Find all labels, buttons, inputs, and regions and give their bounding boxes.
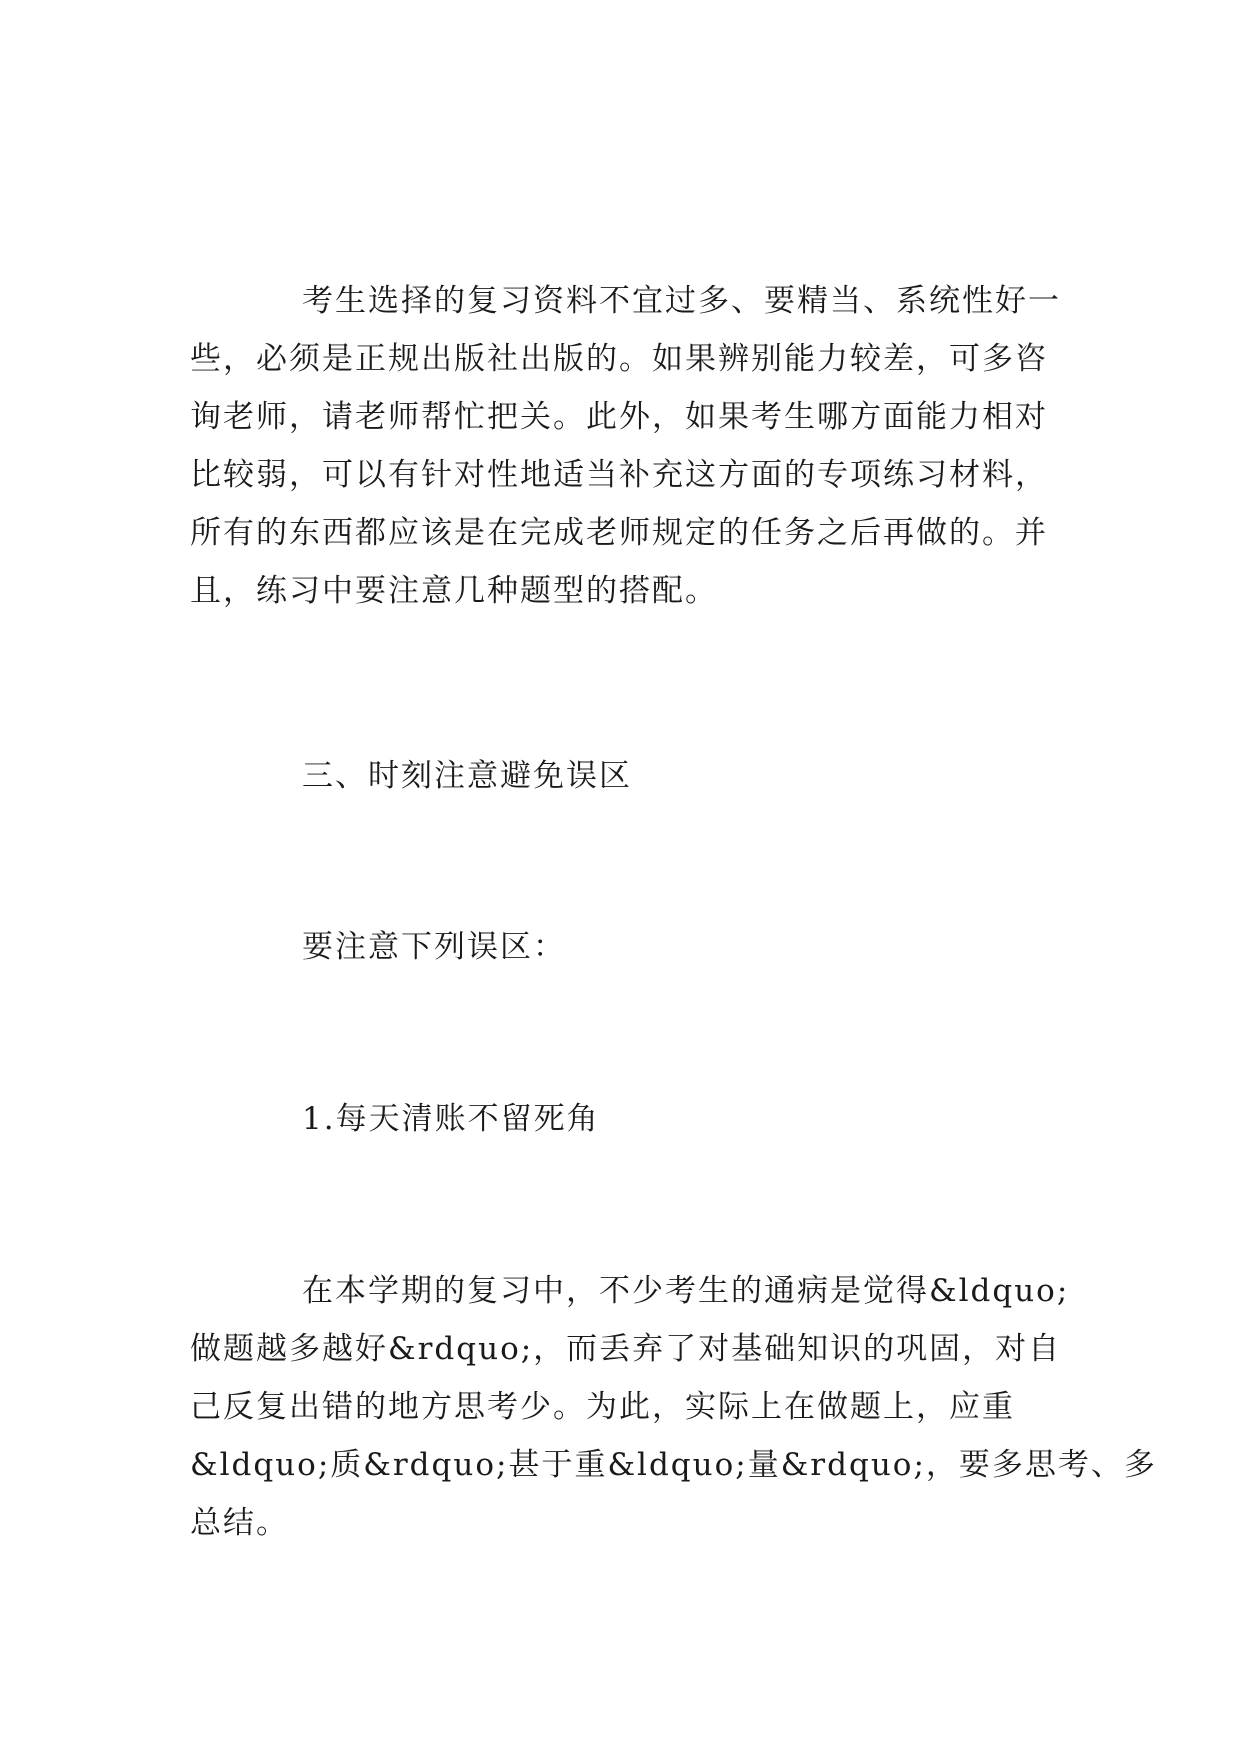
paragraph-line: 询老师，请老师帮忙把关。此外，如果考生哪方面能力相对 bbox=[190, 399, 1048, 435]
section-intro: 要注意下列误区： bbox=[302, 929, 566, 965]
paragraph-line: 些，必须是正规出版社出版的。如果辨别能力较差，可多咨 bbox=[190, 341, 1048, 377]
paragraph-line: 且，练习中要注意几种题型的搭配。 bbox=[190, 573, 718, 609]
paragraph-line: 考生选择的复习资料不宜过多、要精当、系统性好一 bbox=[302, 283, 1061, 319]
paragraph-line: 己反复出错的地方思考少。为此，实际上在做题上，应重 bbox=[190, 1389, 1015, 1425]
paragraph-line: 做题越多越好&rdquo;，而丢弃了对基础知识的巩固，对自 bbox=[190, 1331, 1062, 1367]
paragraph-daily-review bbox=[190, 1262, 1157, 1552]
section-heading: 三、时刻注意避免误区 bbox=[302, 758, 632, 794]
paragraph-line: 所有的东西都应该是在完成老师规定的任务之后再做的。并 bbox=[190, 515, 1048, 551]
paragraph-study-materials bbox=[190, 272, 1060, 620]
paragraph-line: 总结。 bbox=[190, 1505, 289, 1541]
subheading: 1.每天清账不留死角 bbox=[302, 1101, 600, 1137]
paragraph-line: 比较弱，可以有针对性地适当补充这方面的专项练习材料， bbox=[190, 457, 1048, 493]
paragraph-line: &ldquo;质&rdquo;甚于重&ldquo;量&rdquo;，要多思考、多 bbox=[190, 1447, 1157, 1483]
paragraph-line: 在本学期的复习中，不少考生的通病是觉得&ldquo; bbox=[302, 1273, 1070, 1309]
